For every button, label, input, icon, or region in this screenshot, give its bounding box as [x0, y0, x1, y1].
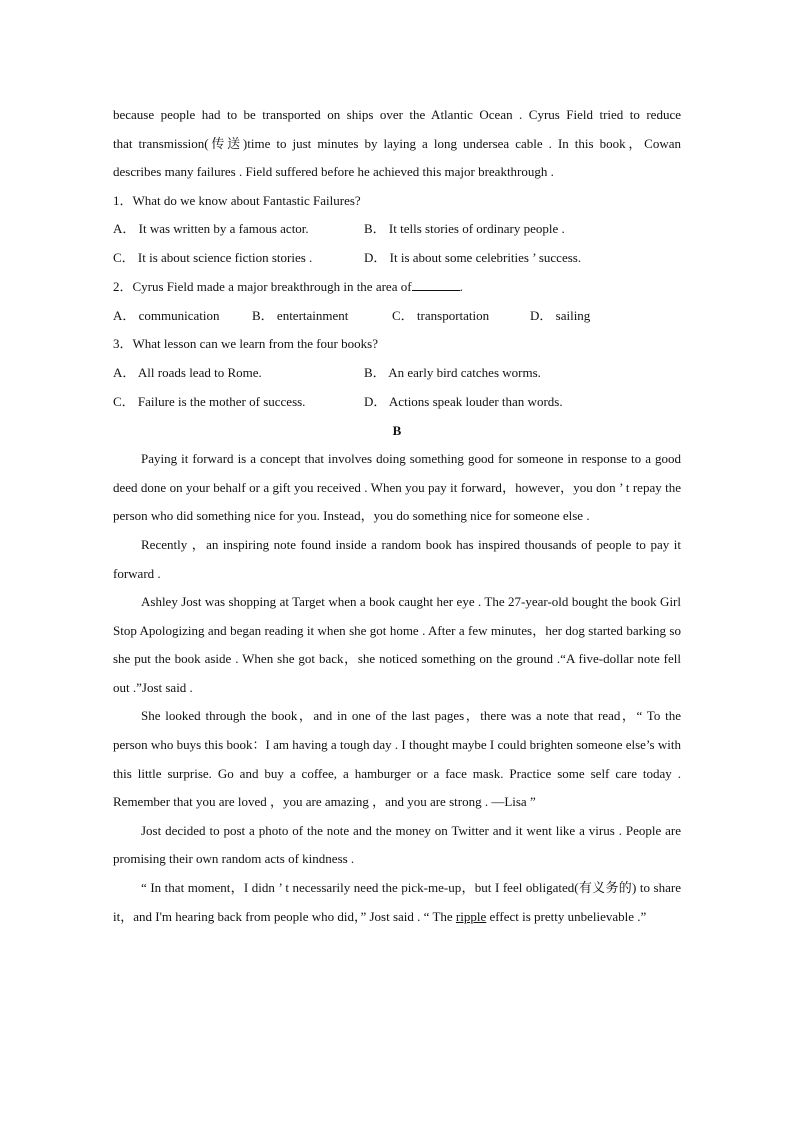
option-row: [113, 388, 681, 417]
question-2: [113, 273, 681, 330]
passage-line: that transmission(传送)time to just minutes by laying a long undersea cable . In this book，Cowan: [113, 135, 681, 151]
underlined-word: ripple: [455, 908, 487, 924]
option-c: C． transportation: [392, 307, 490, 323]
question-3: [113, 330, 681, 416]
option-a: A． It was written by a famous actor.: [113, 221, 309, 237]
option-row: [113, 215, 681, 244]
option-row: [113, 302, 681, 331]
option-c: C． It is about science fiction stories .: [113, 250, 313, 266]
question-stem-text: 2．Cyrus Field made a major breakthrough in the area of: [113, 278, 412, 294]
passage-a-tail: [113, 101, 681, 187]
option-d: D． It is about some celebrities ’ success.: [364, 250, 582, 266]
document-page: [113, 101, 681, 931]
question-stem: 1．What do we know about Fantastic Failures?: [113, 192, 361, 208]
paragraph: Recently ，an inspiring note found inside a random book has inspired thousands of people to pay it forward .: [113, 536, 681, 581]
option-row: [113, 359, 681, 388]
option-a: A． All roads lead to Rome.: [113, 364, 262, 380]
option-d: D． sailing: [530, 307, 591, 323]
option-c: C． Failure is the mother of success.: [113, 393, 306, 409]
question-1: [113, 187, 681, 273]
paragraph-text: “ In that moment，I didn ’ t necessarily need the pick-me-up，but I feel obligated(有义务的) to share it，and I'm hearing back from people who did，” Jost said . “ The: [113, 880, 681, 924]
passage-b: [113, 445, 681, 931]
paragraph: She looked through the book，and in one of the last pages，there was a note that read，“ To the person who buys this book：I am having a tough day . I thought maybe I could brighten someone else’s with this little surprise. Go and buy a coffee, a hamburger or a face mask. Practice some self care today . Remember that you are loved ，you are amazing ，and you are strong . —Lisa ”: [113, 708, 681, 810]
option-row: [113, 244, 681, 273]
paragraph: Ashley Jost was shopping at Target when a book caught her eye . The 27-year-old bought the book Girl Stop Apologizing and began reading it when she got home . After a few minutes，her dog started barking so she put the book aside . When she got back，she noticed something on the ground .“A five-dollar note fell out .”Jost said .: [113, 594, 681, 695]
option-b: B． entertainment: [252, 307, 349, 323]
paragraph: [113, 874, 681, 931]
question-stem-end: .: [459, 278, 463, 294]
passage-line: describes many failures . Field suffered before he achieved this major breakthrough .: [113, 164, 554, 180]
option-b: B． An early bird catches worms.: [364, 364, 541, 380]
paragraph: Jost decided to post a photo of the note and the money on Twitter and it went like a virus . People are promising their own random acts of kindness .: [113, 822, 681, 867]
question-stem: 3．What lesson can we learn from the four books?: [113, 336, 378, 352]
passage-line: because people had to be transported on ships over the Atlantic Ocean . Cyrus Field tried to reduce: [113, 107, 681, 122]
section-title: B: [392, 422, 402, 438]
option-d: D． Actions speak louder than words.: [364, 393, 563, 409]
paragraph-text: effect is pretty unbelievable .”: [486, 908, 647, 924]
option-a: A． communication: [113, 307, 220, 323]
option-b: B． It tells stories of ordinary people .: [364, 221, 565, 237]
paragraph: Paying it forward is a concept that involves doing something good for someone in response to a good deed done on your behalf or a gift you received . When you pay it forward，however，you don ’ t repay the person who did something nice for you. Instead，you do something nice for someone else .: [113, 451, 681, 524]
question-stem: [113, 273, 681, 302]
answer-blank: [412, 279, 460, 291]
